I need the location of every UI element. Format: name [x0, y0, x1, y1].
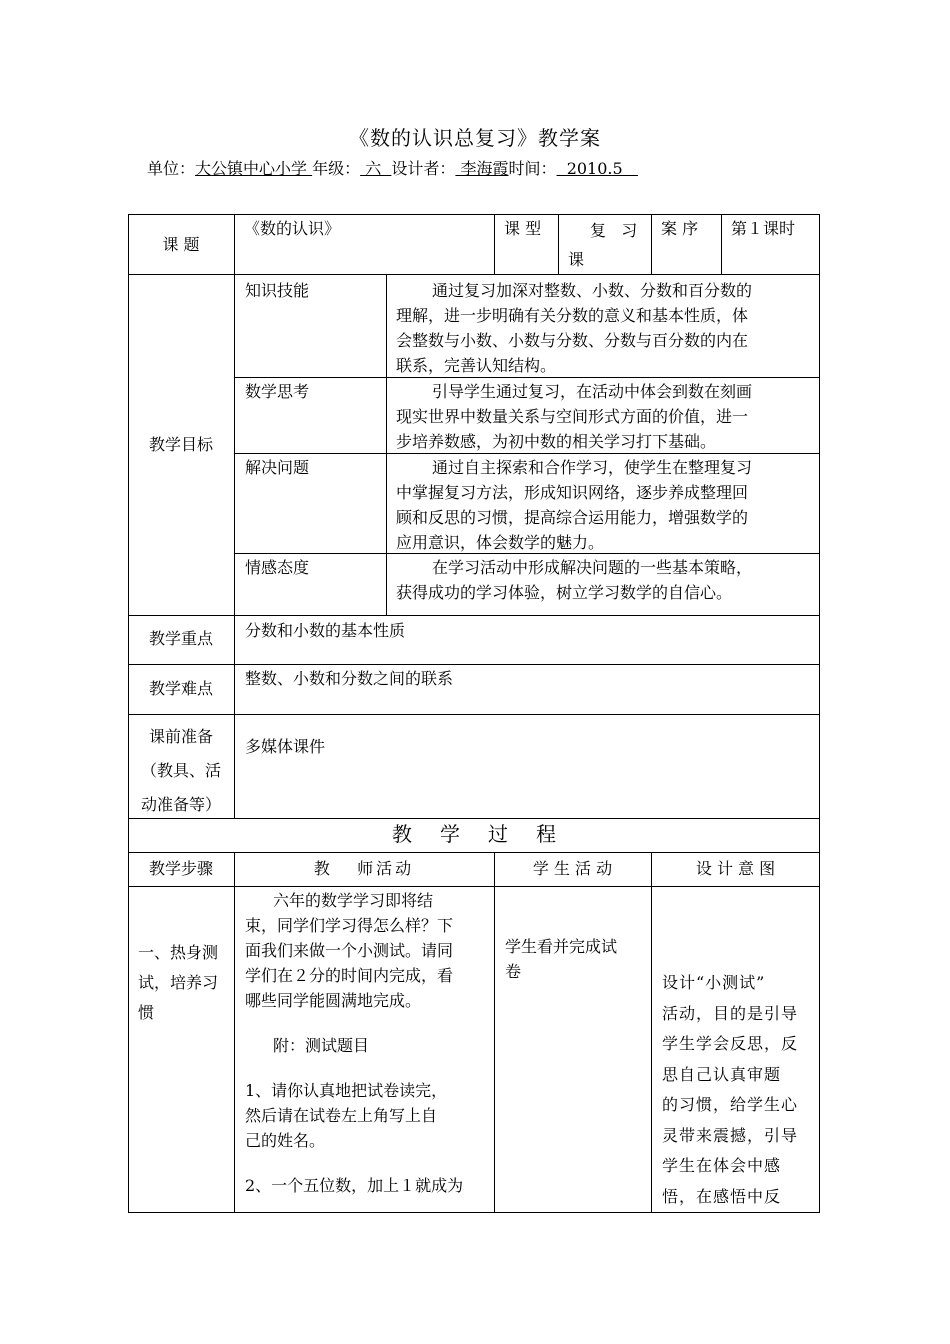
row-divider [128, 664, 820, 665]
key-label: 教学重点 [148, 629, 213, 648]
difficult-value: 整数、小数和分数之间的联系 [245, 669, 454, 688]
prep-value: 多媒体课件 [245, 737, 326, 756]
grade-label: 年级： [312, 159, 361, 178]
goal-text: 引导学生通过复习，在活动中体会到数在刻画 现实世界中数量关系与空间形式方面的价值，进一 步培养数感，为初中数的相关学习打下基础。 [396, 382, 753, 451]
prep-label: 课前准备 （教具、活 动准备等） [140, 727, 221, 814]
col-divider [651, 214, 652, 275]
type-value: 复 习 [590, 221, 638, 240]
goal-name: 数学思考 [245, 382, 310, 401]
process-title: 教学过程 [392, 822, 584, 846]
time-label: 时间： [508, 159, 557, 178]
header-teacher: 教 师活动 [313, 859, 415, 878]
time-value: 2010.5 [556, 159, 638, 178]
topic-label: 课 题 [162, 235, 200, 254]
col-divider [558, 214, 559, 275]
col-divider [386, 275, 387, 615]
unit-label: 单位： [147, 159, 196, 178]
unit-value: 大公镇中心小学 [195, 159, 313, 178]
design-intent: 设计“小测试” 活动，目的是引导 学生学会反思，反 思自己认真审题 的习惯，给学生心 灵带来震撼，引导 学生在体会中感 悟，在感悟中反 [662, 973, 799, 1206]
col-divider [651, 852, 652, 1213]
goal-text: 通过自主探索和合作学习，使学生在整理复习 中掌握复习方法，形成知识网络，逐步养成整理回 顾和反思的习惯，提高综合运用能力，增强数学的 应用意识，体会数学的魅力。 [396, 458, 753, 552]
order-label: 案 序 [661, 219, 699, 238]
header-design: 设 计 意 图 [695, 859, 776, 878]
type-label: 课 型 [504, 219, 542, 238]
topic-value: 《数的认识》 [244, 219, 341, 238]
row-divider [128, 1212, 820, 1213]
difficult-label: 教学难点 [148, 679, 213, 698]
designer-label: 设计者： [391, 159, 456, 178]
period-value: 第１课时 [731, 219, 796, 238]
meta-line [147, 156, 638, 179]
goal-text: 在学习活动中形成解决问题的一些基本策略， 获得成功的学习体验，树立学习数学的自信心。 [396, 558, 753, 602]
goals-label: 教学目标 [148, 435, 213, 454]
row-divider [128, 852, 820, 853]
goal-name: 解决问题 [245, 458, 310, 477]
col-divider [721, 214, 722, 275]
designer-value: 李海霞 [455, 159, 509, 178]
col-divider [234, 852, 235, 1213]
col-divider [494, 214, 495, 275]
teacher-activity: 六年的数学学习即将结 束，同学们学习得怎么样？下 面我们来做一个小测试。请同 学们在２分的时间内完成，看 哪些同学能圆满地完成。 附：测试题目 1、请你认真地把试卷读完， 然后请在试卷左上角写上自 己的姓名。 2、一个五位数，加上１就成为 [245, 891, 464, 1195]
key-value: 分数和小数的基本性质 [245, 621, 406, 640]
goal-name: 情感态度 [245, 558, 310, 577]
goal-name: 知识技能 [245, 281, 310, 300]
grade-value: 六 [360, 159, 392, 178]
row-divider [128, 274, 820, 275]
student-activity: 学生看并完成试 卷 [505, 937, 618, 981]
goal-text: 通过复习加深对整数、小数、分数和百分数的 理解，进一步明确有关分数的意义和基本性质，体 会整数与小数、小数与分数、分数与百分数的内在 联系，完善认知结构。 [396, 281, 753, 375]
step-1: 一、热身测 试，培养习 惯 [138, 943, 219, 1022]
row-divider [128, 714, 820, 715]
row-divider [128, 886, 820, 887]
document-title: 《数的认识总复习》教学案 [349, 126, 601, 150]
header-student: 学 生 活 动 [532, 859, 613, 878]
type-value-cont: 课 [568, 250, 585, 269]
col-divider [234, 214, 235, 818]
row-divider [128, 615, 820, 616]
header-step: 教学步骤 [148, 859, 213, 878]
